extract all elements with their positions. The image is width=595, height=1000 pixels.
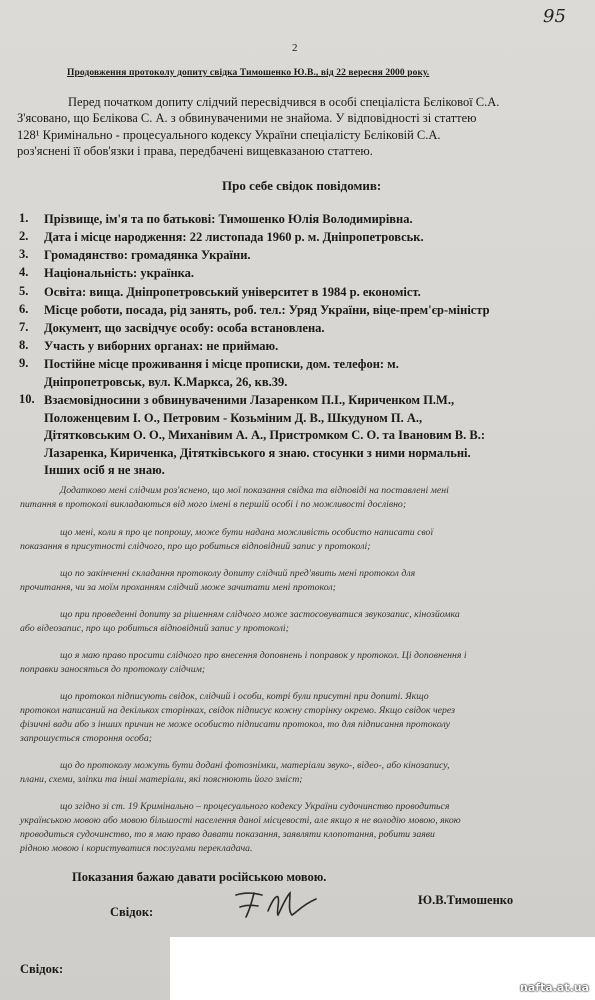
intro-line: Перед початком допиту слідчий пересвідчився в особі спеціаліста Бєлікової С.А.	[68, 95, 500, 109]
item-text: Документ, що засвідчує особу: особа встановлена.	[44, 321, 325, 335]
item-text: Положенцевим І. О., Петровим - Козьміним Д. В., Шкудуном П. А.,	[44, 410, 423, 425]
witness-label-bottom: Свідок:	[20, 962, 64, 976]
item-number: 7.	[19, 320, 29, 334]
language-statement: Показания бажаю давати російською мовою.	[72, 870, 327, 884]
item-text: Дніпропетровськ, вул. К.Маркса, 26, кв.39.	[44, 374, 288, 389]
item-number: 9.	[19, 356, 29, 370]
item-text: Інших осіб я не знаю.	[44, 463, 165, 477]
item-number: 1.	[19, 211, 29, 225]
note-line: що до протоколу можуть бути додані фотознімки, матеріали звуко-, відео-, або кінозапису,	[60, 760, 450, 771]
note-line: плани, схеми, зліпки та інші матеріали, які пояснюють його зміст;	[20, 774, 303, 785]
note-line: фізичні вади або з інших причин не може особисто підписати протокол, то для підписання протоколу	[20, 719, 451, 730]
note-line: поправки заносяться до протоколу слідчим;	[20, 664, 206, 675]
note-line: що я маю право просити слідчого про внесення доповнень і поправок у протокол. Ці доповнення і	[60, 650, 467, 661]
note-line: що мені, коли я про це попрошу, може бути надана можливість особисто написати свої	[60, 527, 434, 538]
item-text: Лазаренка, Кириченка, Дітятківського я знаю. стосунки з ними нормальні.	[44, 445, 471, 460]
intro-line: З'ясовано, що Бєлікова С. А. з обвинуваченими не знайома. У відповідності зі статтею	[17, 111, 477, 125]
section-heading: Про себе свідок повідомив:	[222, 178, 382, 193]
note-line: що при проведенні допиту за рішенням слідчого може застосовуватися звукозапис, кінозйомка	[60, 609, 460, 620]
item-text: Дітятковським О. О., Миханівим А. А., Пристромком С. О. та Івановим В. В.:	[44, 428, 485, 442]
item-text: Громадянство: громадянка України.	[44, 248, 251, 262]
note-line: протокол написаний на декількох сторінках, свідок підписує кожну сторінку окремо. Якщо свідок через	[20, 705, 455, 716]
note-line: показання в присутності слідчого, про що робиться відповідний запис у протоколі;	[20, 541, 371, 552]
item-text: Освіта: вища. Дніпропетровський університет в 1984 р. економіст.	[44, 285, 421, 299]
note-line: проводиться судочинство, то я маю право давати показання, заявляти клопотання, робити заяви	[20, 829, 435, 840]
handwritten-signature	[232, 887, 322, 921]
item-number: 3.	[19, 247, 29, 261]
item-text: Постійне місце проживання і місце прописки, дом. телефон: м.	[44, 357, 399, 371]
handwritten-page-number: 95	[543, 6, 566, 27]
item-text: Місце роботи, посада, рід занять, роб. тел.: Уряд України, віце-прем'єр-міністр	[44, 303, 490, 317]
item-text: Взаємовідносини з обвинуваченими Лазаренком П.І., Кириченком П.М.,	[44, 393, 455, 407]
intro-line: роз'яснені її обов'язки і права, передбачені вищевказаною статтею.	[17, 144, 373, 158]
item-number: 6.	[19, 302, 29, 316]
note-line: прочитання, чи за моїм проханням слідчий може зачитати мені протокол;	[20, 582, 336, 593]
page-number: 2	[292, 42, 298, 54]
item-number: 8.	[19, 338, 29, 352]
note-line: що згідно зі ст. 19 Кримінально – процесуального кодексу України судочинство проводиться	[60, 801, 450, 812]
item-number: 5.	[19, 284, 29, 298]
item-number: 10.	[19, 392, 35, 406]
item-text: Прізвище, ім'я та по батькові: Тимошенко Юлія Володимирівна.	[44, 212, 413, 226]
item-number: 2.	[19, 229, 29, 243]
note-line: питання в протоколі викладаються від мого імені в першій особі і по можливості дослівно;	[20, 499, 407, 510]
watermark: nafta.at.ua	[519, 981, 589, 994]
note-line: рідною мовою і користуватися послугами перекладача.	[20, 843, 253, 854]
note-line: що протокол підписують свідок, слідчий і особи, котрі були присутні при допиті. Якщо	[60, 691, 429, 702]
protocol-header: Продовження протоколу допиту свідка Тимошенко Ю.В., від 22 вересня 2000 року.	[67, 68, 430, 78]
note-line: запрошується стороння особа;	[20, 733, 153, 744]
note-line: українською мовою або мовою більшості населення даної місцевості, але якщо я не володію мовою, якою	[20, 815, 461, 826]
item-text: Участь у виборних органах: не приймаю.	[44, 339, 279, 353]
note-line: або відеозапис, про що робиться відповідний запис у протоколі;	[20, 623, 289, 634]
intro-line: 128¹ Кримінально - процесуального кодексу України спеціалісту Бєліковій С.А.	[17, 128, 441, 142]
witness-label: Свідок:	[110, 905, 154, 919]
note-line: що по закінченні складання протоколу допиту слідчий пред'явить мені протокол для	[60, 568, 416, 579]
item-text: Дата і місце народження: 22 листопада 1960 р. м. Дніпропетровськ.	[44, 230, 424, 244]
item-text: Національність: українка.	[44, 266, 195, 280]
witness-name: Ю.В.Тимошенко	[418, 893, 514, 907]
note-line: Додатково мені слідчим роз'яснено, що мої показання свідка та відповіді на поставлені мені	[60, 485, 449, 496]
item-number: 4.	[19, 265, 29, 279]
